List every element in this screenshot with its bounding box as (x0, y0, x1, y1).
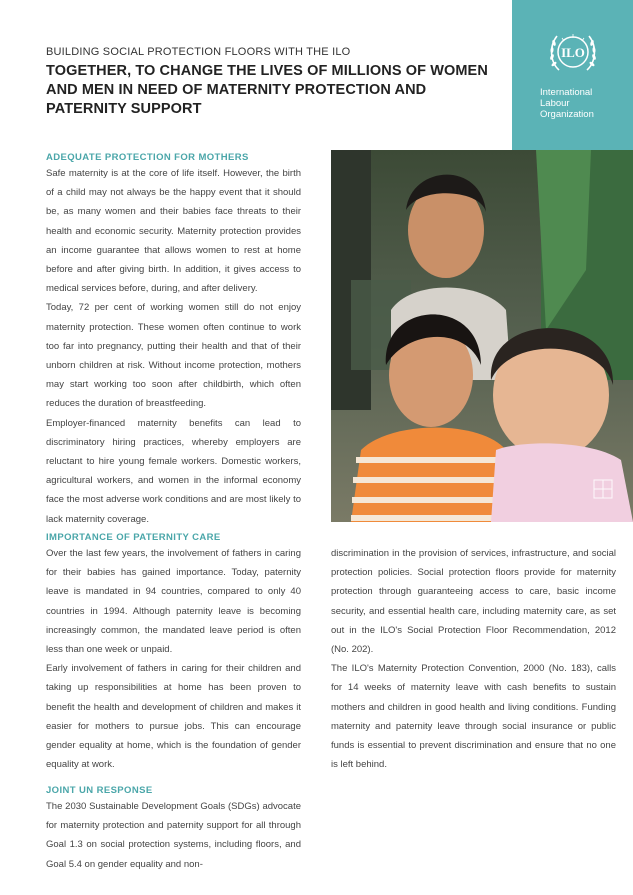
adequate-protection-body (46, 164, 301, 529)
heading-joint-un-response: JOINT UN RESPONSE (46, 785, 153, 796)
page-title: TOGETHER, TO CHANGE THE LIVES OF MILLIONS OF WOMEN AND MEN IN NEED OF MATERNITY PROTECTION AND PATERNITY SUPPORT (46, 63, 488, 117)
right-column-body (331, 544, 616, 774)
paragraph: Over the last few years, the involvement of fathers in caring for their babies has gained importance. Today, paternity leave is mandated in 94 countries, compared to only 40 countries in 1994. Although paternity leave is becoming increasingly common, the mandated leave period is often less than one week or unpaid. (46, 548, 301, 656)
ilo-logo-panel (512, 0, 633, 151)
ilo-emblem-icon (545, 24, 601, 80)
paragraph: Employer-financed maternity benefits can lead to discriminatory hiring practices, whereby employers are reluctant to hire young female workers. Domestic workers, agricultural workers, and women in the informal economy face the most adverse work conditions and are most likely to lack maternity coverage. (46, 417, 301, 525)
kicker-text: BUILDING SOCIAL PROTECTION FLOORS WITH THE ILO (46, 46, 351, 58)
paragraph: Safe maternity is at the core of life itself. However, the birth of a child may not always be the happy event that it should be, as many women and their babies face threats to their health and economic security. Maternity protection provides an income guarantee that allows women to rest at home before and after giving birth. In addition, it gives access to medical services before, during, and after delivery. (46, 168, 301, 295)
paragraph: The 2030 Sustainable Development Goals (SDGs) advocate for maternity protection and paternity support for all through Goal 1.3 on social protection systems, including floors, and Goal 5.4 on gender equality and non- (46, 801, 301, 870)
ilo-wordmark (540, 87, 594, 120)
paternity-care-body (46, 544, 301, 774)
logo-line-3: Organization (540, 109, 594, 120)
heading-paternity-care: IMPORTANCE OF PATERNITY CARE (46, 532, 221, 543)
paragraph: Today, 72 per cent of working women still do not enjoy maternity protection. These women often continue to work too far into pregnancy, putting their health and that of their unborn children at risk. Without income protection, mothers may start working too soon after childbirth, which often reduces the duration of breastfeeding. (46, 302, 301, 410)
logo-line-2: Labour (540, 98, 570, 109)
heading-adequate-protection: ADEQUATE PROTECTION FOR MOTHERS (46, 152, 249, 163)
paragraph: discrimination in the provision of services, infrastructure, and social protection policies. Social protection floors provide for maternity protection through guaranteeing access to care, basic income security, and essential health care, including maternity care, as set out in the ILO's Social Protection Floor Recommendation, 2012 (No. 202). (331, 548, 616, 656)
logo-line-1: International (540, 87, 593, 98)
svg-text:ILO: ILO (561, 45, 585, 60)
paragraph: The ILO's Maternity Protection Convention, 2000 (No. 183), calls for 14 weeks of maternity leave with cash benefits to sustain mothers and children in good health and living conditions. Funding maternity and paternity leave through social insurance or public funds is essential to prevent discrimination and ensure that no one is left behind. (331, 663, 616, 771)
family-photo (331, 150, 633, 522)
family-photo-illustration (331, 150, 633, 522)
paragraph: Early involvement of fathers in caring for their children and taking up responsibilities at home has been proven to benefit the health and development of children and makes it easier for mothers to pursue jobs. This can encourage gender equality at home, which is the foundation of gender equality at work. (46, 663, 301, 771)
joint-un-response-body (46, 797, 301, 874)
